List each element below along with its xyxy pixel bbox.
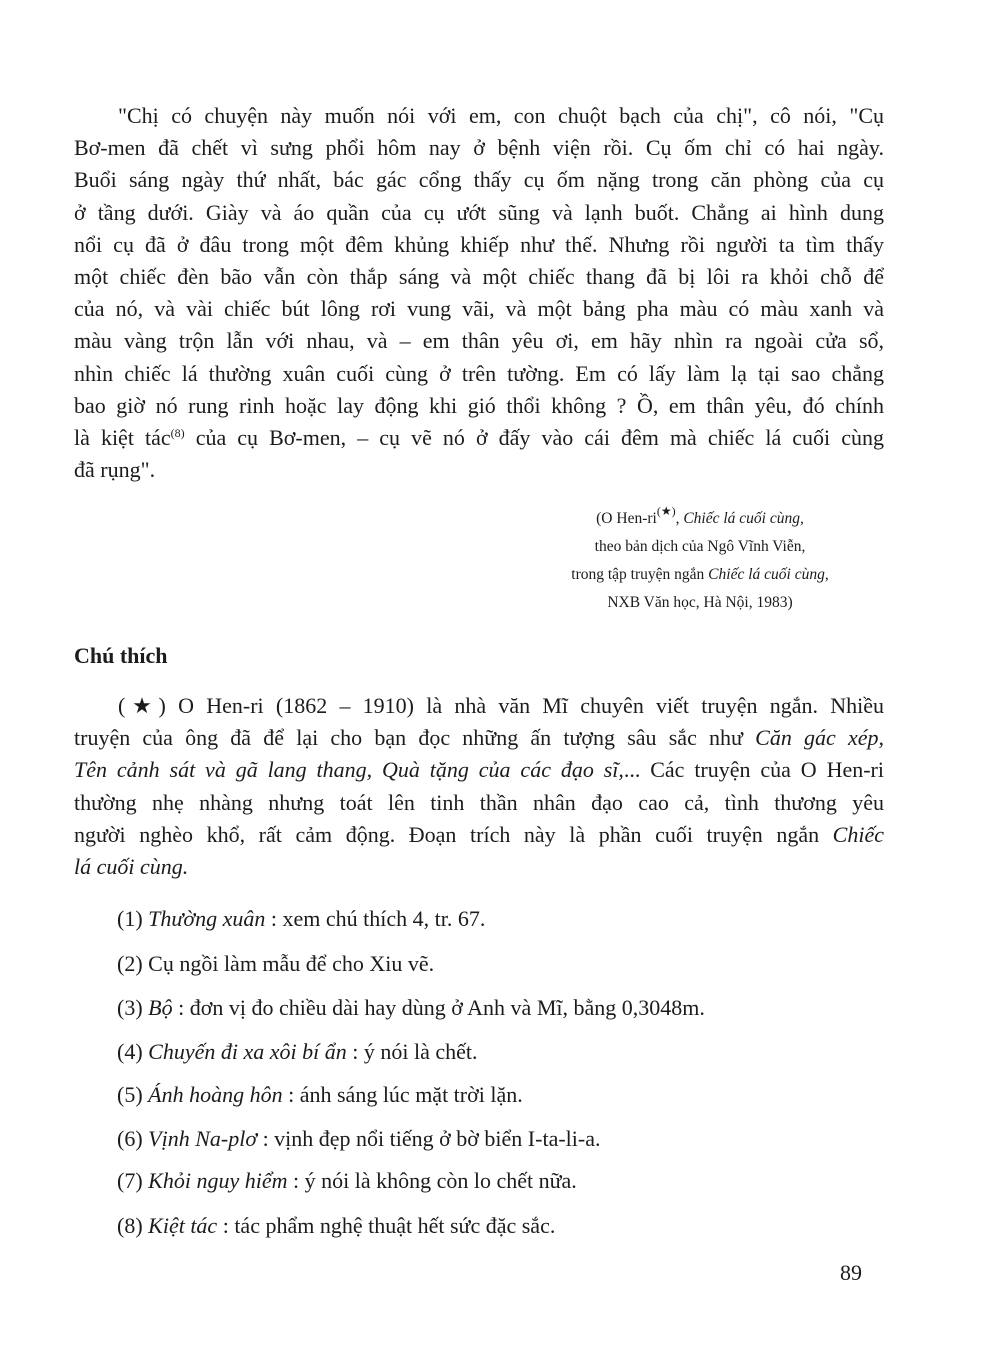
note-line — [74, 754, 884, 786]
footnote-term: Ánh hoàng hôn — [148, 1082, 283, 1107]
citation-line: theo bản dịch của Ngô Vĩnh Viễn, — [594, 538, 806, 555]
author-name: (O Hen-ri — [596, 510, 657, 527]
paragraph-line: bao giờ nó rung rinh hoặc lay động khi gió thổi không ? Ồ, em thân yêu, đó chính — [74, 392, 884, 418]
paragraph-line: màu vàng trộn lẫn với nhau, và – em thân yêu ơi, em hãy nhìn ra ngoài cửa sổ, — [74, 328, 884, 354]
footnote-term: Thường xuân — [148, 906, 266, 931]
footnote-item — [117, 904, 485, 934]
footnote-item — [117, 949, 434, 979]
footnote-number: (5) — [117, 1082, 149, 1107]
work-title: Tên cảnh sát và gã lang thang, Quà tặng của các đạo sĩ, — [74, 757, 624, 783]
author-note — [74, 690, 884, 883]
work-title: Căn gác xép, — [755, 725, 884, 751]
footnote-definition: : ánh sáng lúc mặt trời lặn. — [282, 1082, 523, 1107]
paragraph-line: nhìn chiếc lá thường xuân cuối cùng ở trên tường. Em có lấy làm lạ tại sao chẳng — [74, 360, 884, 386]
footnote-item — [117, 1166, 577, 1196]
citation-line — [420, 505, 980, 533]
footnote-definition: : đơn vị đo chiều dài hay dùng ở Anh và Mĩ, bằng 0,3048m. — [172, 995, 705, 1020]
paragraph-line: đã rụng". — [74, 457, 156, 483]
footnote-number: (1) — [117, 906, 149, 931]
citation-text: trong tập truyện ngắn — [571, 566, 709, 583]
citation-line: NXB Văn học, Hà Nội, 1983) — [607, 594, 793, 611]
work-title: lá cuối cùng. — [74, 853, 189, 879]
footnote-definition: : vịnh đẹp nổi tiếng ở bờ biển I-ta-li-a. — [257, 1126, 601, 1151]
collection-title: Chiếc lá cuối cùng, — [708, 566, 829, 583]
footnote-number: (6) — [117, 1126, 149, 1151]
footnote-number: (2) — [117, 951, 149, 976]
footnote-item — [117, 993, 705, 1023]
footnote-item — [117, 1080, 523, 1110]
footnote-definition: : ý nói là chết. — [346, 1039, 478, 1064]
line-text: là kiệt tác — [74, 424, 171, 450]
note-text: người nghèo khổ, rất cảm động. Đoạn trích này là phần cuối truyện ngắn — [74, 821, 833, 847]
line-text: của cụ Bơ-men, – cụ vẽ nó ở đấy vào cái đêm mà chiếc lá cuối cùng — [184, 424, 884, 450]
page-number: 89 — [840, 1260, 862, 1285]
footnote-number: (4) — [117, 1039, 149, 1064]
footnote-definition: : ý nói là không còn lo chết nữa. — [287, 1168, 577, 1193]
footnote-definition: : xem chú thích 4, tr. 67. — [265, 906, 486, 931]
note-line — [74, 851, 884, 883]
footnote-term: Chuyến đi xa xôi bí ẩn — [148, 1039, 347, 1064]
footnote-number: (7) — [117, 1168, 149, 1193]
footnote-ref: (8) — [170, 425, 185, 440]
footnote-item — [117, 1037, 477, 1067]
note-line — [74, 819, 884, 851]
note-text: ... Các truyện của O Hen-ri — [623, 757, 884, 783]
paragraph-line: Bơ-men đã chết vì sưng phổi hôm nay ở bệnh viện rồi. Cụ ốm chỉ có hai ngày. — [74, 135, 884, 161]
paragraph-line: Buổi sáng ngày thứ nhất, bác gác cổng thấy cụ ốm nặng trong căn phòng của cụ — [74, 167, 884, 193]
note-text: truyện của ông đã để lại cho bạn đọc những ấn tượng sâu sắc như — [74, 725, 756, 751]
story-paragraph — [74, 100, 884, 486]
notes-heading: Chú thích — [74, 643, 168, 668]
work-title: Chiếc — [832, 821, 884, 847]
paragraph-line: của nó, và vài chiếc bút lông rơi vung vãi, và một bảng pha màu có màu xanh và — [74, 296, 884, 322]
separator: , — [675, 510, 684, 527]
footnote-term: Khỏi nguy hiểm — [148, 1168, 288, 1193]
footnote-term: Kiệt tác — [148, 1213, 218, 1238]
story-title: Chiếc lá cuối cùng, — [683, 510, 804, 527]
note-line: thường nhẹ nhàng nhưng toát lên tinh thần nhân đạo cao cả, tình thương yêu — [74, 789, 884, 815]
paragraph-line: ở tầng dưới. Giày và áo quần của cụ ướt sũng và lạnh buốt. Chẳng ai hình dung — [74, 199, 884, 225]
citation-line — [420, 561, 980, 589]
paragraph-line: nổi cụ đã ở đâu trong một đêm khủng khiếp như thế. Nhưng rồi người ta tìm thấy — [74, 231, 884, 257]
note-line — [74, 722, 884, 754]
paragraph-line: "Chị có chuyện này muốn nói với em, con chuột bạch của chị", cô nói, "Cụ — [118, 103, 884, 128]
note-line: (★) O Hen-ri (1862 – 1910) là nhà văn Mĩ chuyên viết truyện ngắn. Nhiều — [118, 693, 884, 718]
paragraph-line — [74, 422, 884, 454]
footnote-item — [117, 1211, 555, 1241]
footnote-definition: Cụ ngồi làm mẫu để cho Xiu vẽ. — [148, 951, 435, 976]
footnote-term: Vịnh Na-plơ — [148, 1126, 258, 1151]
footnote-number: (3) — [117, 995, 149, 1020]
footnote-item — [117, 1124, 600, 1154]
source-citation — [420, 505, 980, 617]
footnote-number: (8) — [117, 1213, 149, 1238]
star-footnote-ref: (★) — [656, 504, 676, 518]
footnote-term: Bộ — [148, 995, 173, 1020]
paragraph-line: một chiếc đèn bão vẫn còn thắp sáng và một chiếc thang đã bị lôi ra khỏi chỗ để — [74, 263, 884, 289]
footnote-definition: : tác phẩm nghệ thuật hết sức đặc sắc. — [217, 1213, 556, 1238]
